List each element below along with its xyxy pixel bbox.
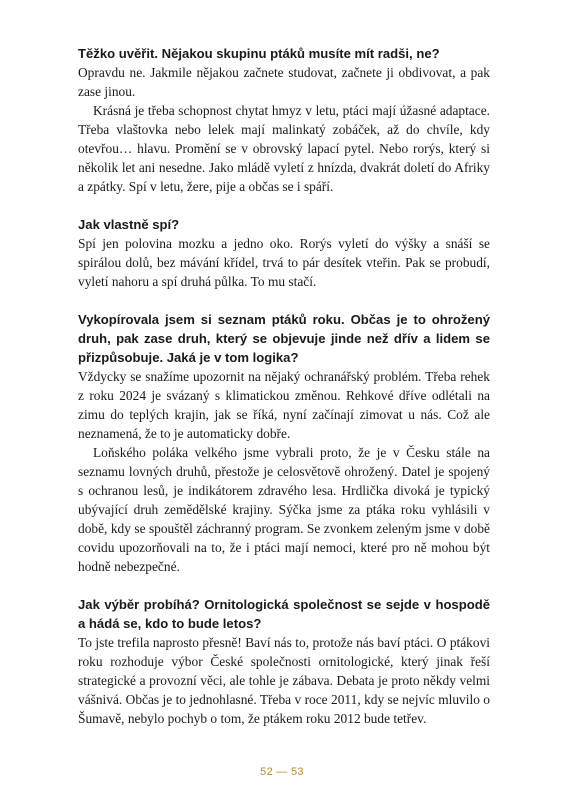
question-heading: Jak výběr probíhá? Ornitologická společnost se sejde v hospodě a hádá se, kdo to bude letos? xyxy=(78,597,490,631)
answer-paragraph: Loňského poláka velkého jsme vybrali proto, že je v Česku stále na seznamu lovných druhů, přestože je celosvětově ohrožený. Datel je spojený s ochranou lesů, je indikátorem zdravého lesa. Hrdlička divoká je typický ubývající druh zemědělské krajiny. Sýčka jsme za ptáka roku vyhlásili v době, kdy se spouštěl záchranný program. Se zvonkem zeleným jsme v době covidu upozorňovali na to, že i ptáci mají nemoci, které pro ně mohou být hodně nebezpečné. xyxy=(78,445,490,574)
answer-paragraph: Opravdu ne. Jakmile nějakou začnete studovat, začnete ji obdivovat, a pak zase jinou. xyxy=(78,65,490,99)
answer-paragraph: Krásná je třeba schopnost chytat hmyz v letu, ptáci mají úžasné adaptace. Třeba vlaštovka nebo lelek mají malinkatý zobáček, až do chvíle, kdy otevřou… hlavu. Promění se v obrovský lapací pytel. Nebo rorýs, který si několik let ani nesedne. Jako mládě vyletí z hnízda, dvakrát doletí do Afriky a zpátky. Spí v letu, žere, pije a občas se i spáří. xyxy=(78,103,490,194)
page-body xyxy=(78,44,490,747)
answer-paragraph: Vždycky se snažíme upozornit na nějaký ochranářský problém. Třeba rehek z roku 2024 je svázaný s klimatickou změnou. Rehkové dříve odlétali na zimu do teplých krajin, jak se říká, nyní začínají zimovat u nás. Což ale neznamená, že to je automaticky dobře. xyxy=(78,369,490,441)
qa-section-1 xyxy=(78,44,490,196)
qa-section-2 xyxy=(78,215,490,291)
page-number: 52 — 53 xyxy=(260,766,304,778)
qa-section-4 xyxy=(78,595,490,728)
answer-paragraph: To jste trefila naprosto přesně! Baví nás to, protože nás baví ptáci. O ptákovi roku rozhoduje výbor České společnosti ornitologické, který jinak řeší strategické a provozní věci, ale tohle je zábava. Debata je proto někdy velmi vášnivá. Občas je to jednohlasné. Třeba v roce 2011, kdy se nejvíc mluvilo o Šumavě, nebylo pochyb o tom, že ptákem roku 2012 bude tetřev. xyxy=(78,635,490,726)
qa-section-3 xyxy=(78,310,490,576)
question-heading: Těžko uvěřit. Nějakou skupinu ptáků musíte mít radši, ne? xyxy=(78,46,440,61)
answer-paragraph: Spí jen polovina mozku a jedno oko. Rorýs vyletí do výšky a snáší se spirálou dolů, bez mávání křídel, trvá to pár desítek vteřin. Pak se probudí, vyletí nahoru a spí druhá půlka. To mu stačí. xyxy=(78,236,490,289)
question-heading: Jak vlastně spí? xyxy=(78,217,180,232)
question-heading: Vykopírovala jsem si seznam ptáků roku. Občas je to ohrožený druh, pak zase druh, který se objevuje jinde než dřív a lidem se přizpůsobuje. Jaká je v tom logika? xyxy=(78,312,490,365)
